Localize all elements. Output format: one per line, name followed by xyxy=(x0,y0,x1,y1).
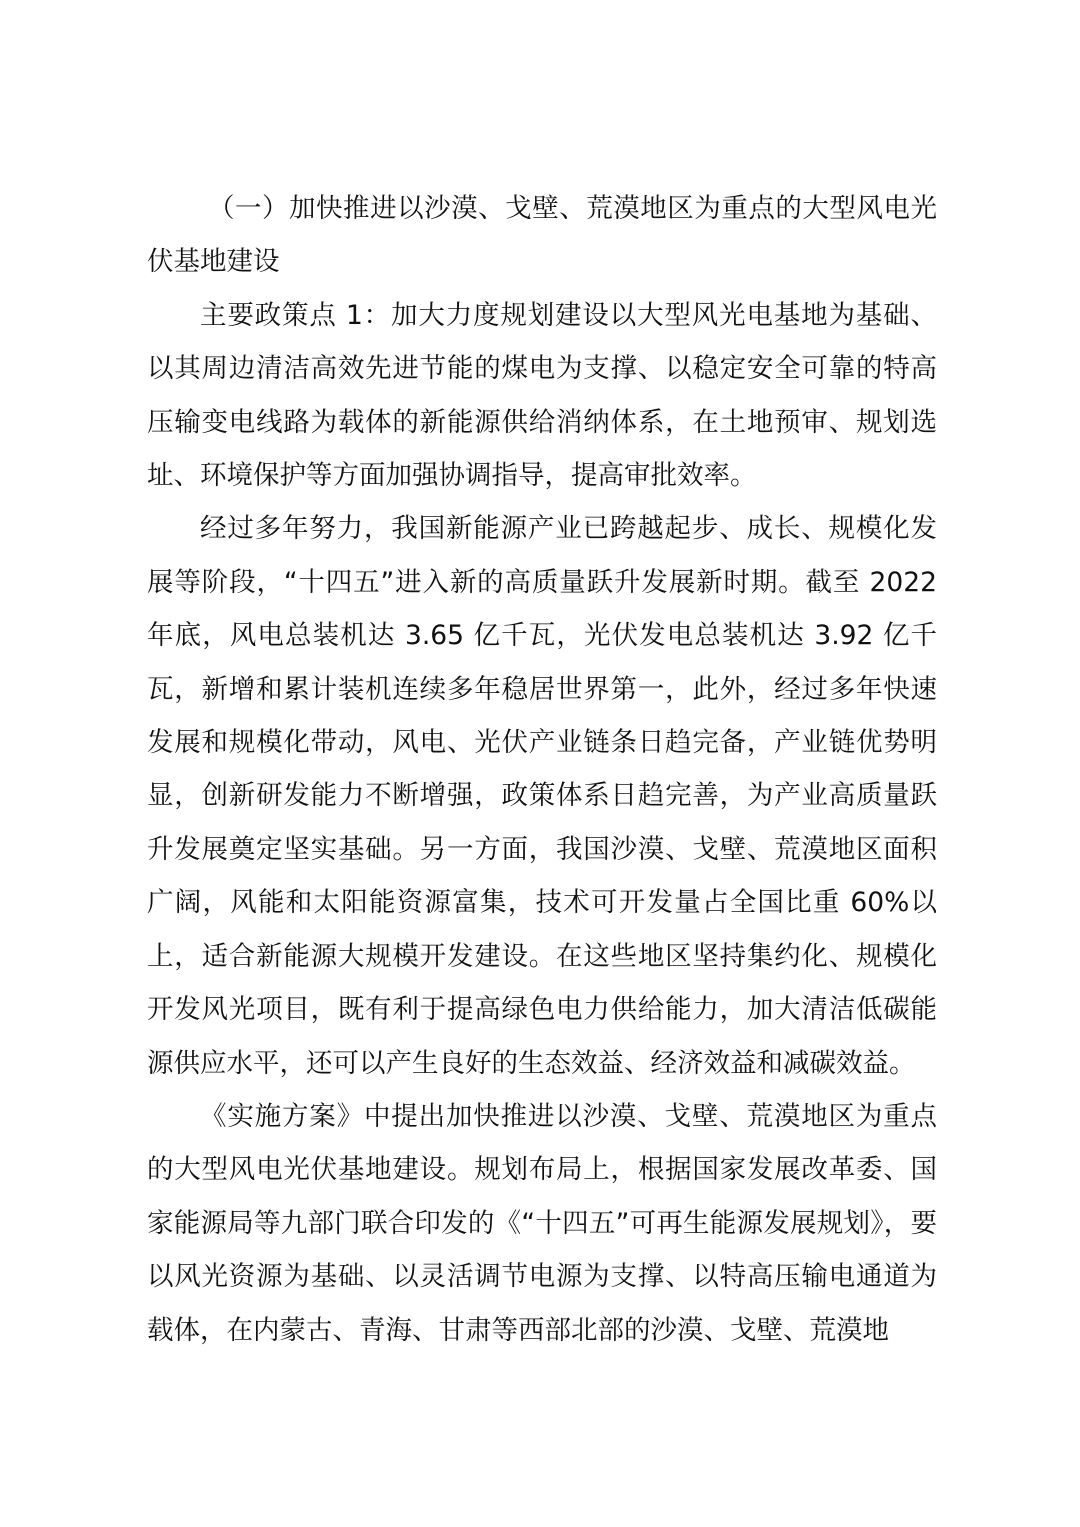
section-heading: （一）加快推进以沙漠、戈壁、荒漠地区为重点的大型风电光伏基地建设 xyxy=(147,193,937,278)
paragraph-policy-point-1: 主要政策点 1：加大力度规划建设以大型风光电基地为基础、以其周边清洁高效先进节能的煤电为支撑、以稳定安全可靠的特高压输变电线路为载体的新能源供给消纳体系，在土地预审、规划选址、环境保护等方面加强协调指导，提高审批效率。 xyxy=(147,299,937,492)
paragraph-background: 经过多年努力，我国新能源产业已跨越起步、成长、规模化发展等阶段，“十四五”进入新的高质量跃升发展新时期。截至 2022 年底，风电总装机达 3.65 亿千瓦，光伏发电总装机达 3.92 亿千瓦，新增和累计装机连续多年稳居世界第一，此外，经过多年快速发展和规模化带动，风电、光伏产业链条日趋完备，产业链优势明显，创新研发能力不断增强，政策体系日趋完善，为产业高质量跃升发展奠定坚实基础。另一方面，我国沙漠、戈壁、荒漠地区面积广阔，风能和太阳能资源富集，技术可开发量占全国比重 60%以上，适合新能源大规模开发建设。在这些地区坚持集约化、规模化开发风光项目，既有利于提高绿色电力供给能力，加大清洁低碳能源供应水平，还可以产生良好的生态效益、经济效益和减碳效益。 xyxy=(147,513,937,1079)
document-body xyxy=(147,182,937,1357)
paragraph-implementation-plan: 《实施方案》中提出加快推进以沙漠、戈壁、荒漠地区为重点的大型风电光伏基地建设。规划布局上，根据国家发展改革委、国家能源局等九部门联合印发的《“十四五”可再生能源发展规划》，要以风光资源为基础、以灵活调节电源为支撑、以特高压输电通道为载体，在内蒙古、青海、甘肃等西部北部的沙漠、戈壁、荒漠地 xyxy=(147,1100,937,1346)
